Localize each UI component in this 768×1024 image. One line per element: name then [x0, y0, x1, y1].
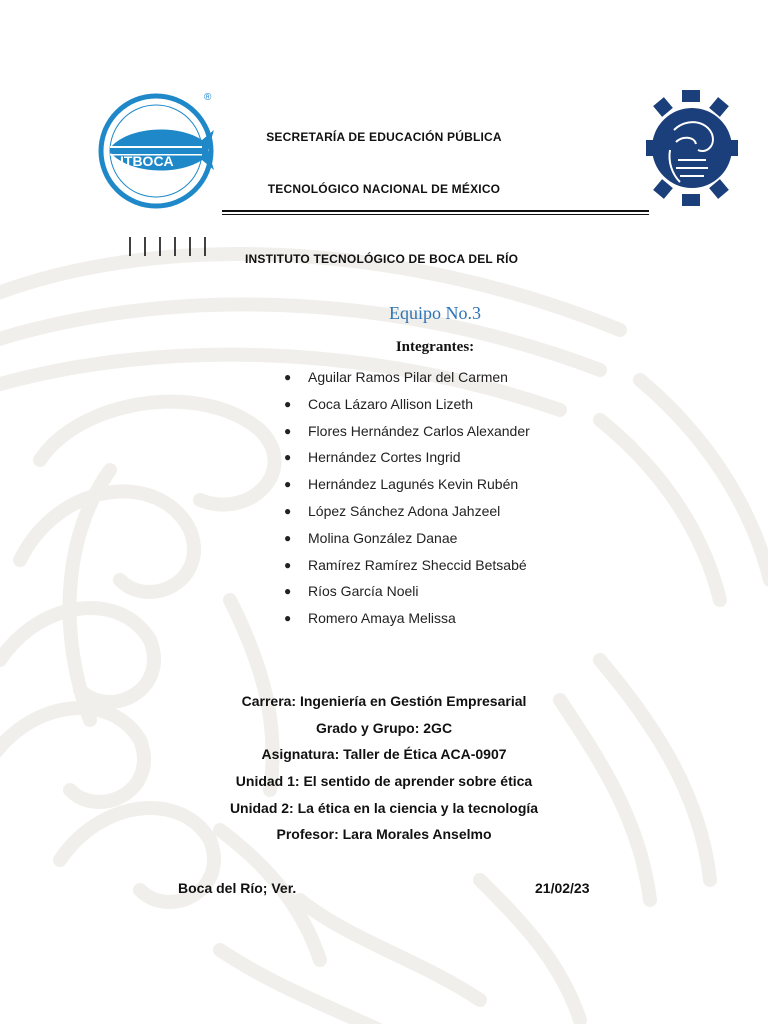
members-title: Integrantes:: [395, 339, 475, 355]
header-divider: [222, 210, 649, 216]
bullet-icon: ●: [284, 557, 292, 572]
list-item: [284, 368, 530, 395]
member-name: Molina González Danae: [308, 529, 458, 546]
member-name: Ríos García Noeli: [308, 583, 419, 600]
list-item: [284, 609, 530, 636]
members-list: [284, 368, 530, 636]
member-name: Aguilar Ramos Pilar del Carmen: [308, 369, 508, 385]
bullet-icon: ●: [284, 450, 292, 465]
member-name: López Sánchez Adona Jahzeel: [308, 502, 501, 519]
subject-line: Asignatura: Taller de Ética ACA-0907: [261, 746, 507, 762]
teacher-line: Profesor: Lara Morales Anselmo: [276, 826, 492, 842]
member-name: Ramírez Ramírez Sheccid Betsabé: [308, 556, 527, 573]
bullet-icon: ●: [284, 423, 292, 438]
bullet-icon: ●: [284, 396, 292, 411]
member-name: Coca Lázaro Allison Lizeth: [308, 395, 473, 412]
footer-date: 21/02/23: [535, 880, 590, 896]
bullet-icon: ●: [284, 370, 292, 384]
bullet-icon: ●: [284, 477, 292, 492]
list-item: [284, 556, 530, 583]
list-item: [284, 448, 530, 475]
member-name: Hernández Cortes Ingrid: [308, 449, 461, 466]
bullet-icon: ●: [284, 584, 292, 599]
header-sep: SECRETARÍA DE EDUCACIÓN PÚBLICA: [266, 130, 502, 144]
footer-place: Boca del Río; Ver.: [178, 880, 297, 896]
list-item: [284, 582, 530, 609]
bullet-icon: ●: [284, 611, 292, 626]
vertical-bars-mark: ||||||: [124, 236, 215, 259]
bullet-icon: ●: [284, 530, 292, 545]
bullet-icon: ●: [284, 503, 292, 518]
itboca-logo-text: ITBOCA: [120, 153, 174, 169]
career-line: Carrera: Ingeniería en Gestión Empresarial: [241, 693, 527, 709]
list-item: [284, 395, 530, 422]
list-item: [284, 502, 530, 529]
unit1-line: Unidad 1: El sentido de aprender sobre ética: [235, 773, 533, 789]
member-name: Flores Hernández Carlos Alexander: [308, 422, 530, 439]
institute-name: INSTITUTO TECNOLÓGICO DE BOCA DEL RÍO: [245, 252, 519, 266]
list-item: [284, 422, 530, 449]
team-title: Equipo No.3: [389, 303, 481, 323]
group-line: Grado y Grupo: 2GC: [315, 720, 453, 736]
member-name: Hernández Lagunés Kevin Rubén: [308, 476, 519, 493]
member-name: Romero Amaya Melissa: [308, 610, 456, 627]
header-tecnm: TECNOLÓGICO NACIONAL DE MÉXICO: [267, 182, 501, 196]
list-item: [284, 475, 530, 502]
registered-mark: ®: [204, 92, 212, 103]
unit2-line: Unidad 2: La ética en la ciencia y la tecnología: [229, 800, 539, 816]
list-item: [284, 529, 530, 556]
